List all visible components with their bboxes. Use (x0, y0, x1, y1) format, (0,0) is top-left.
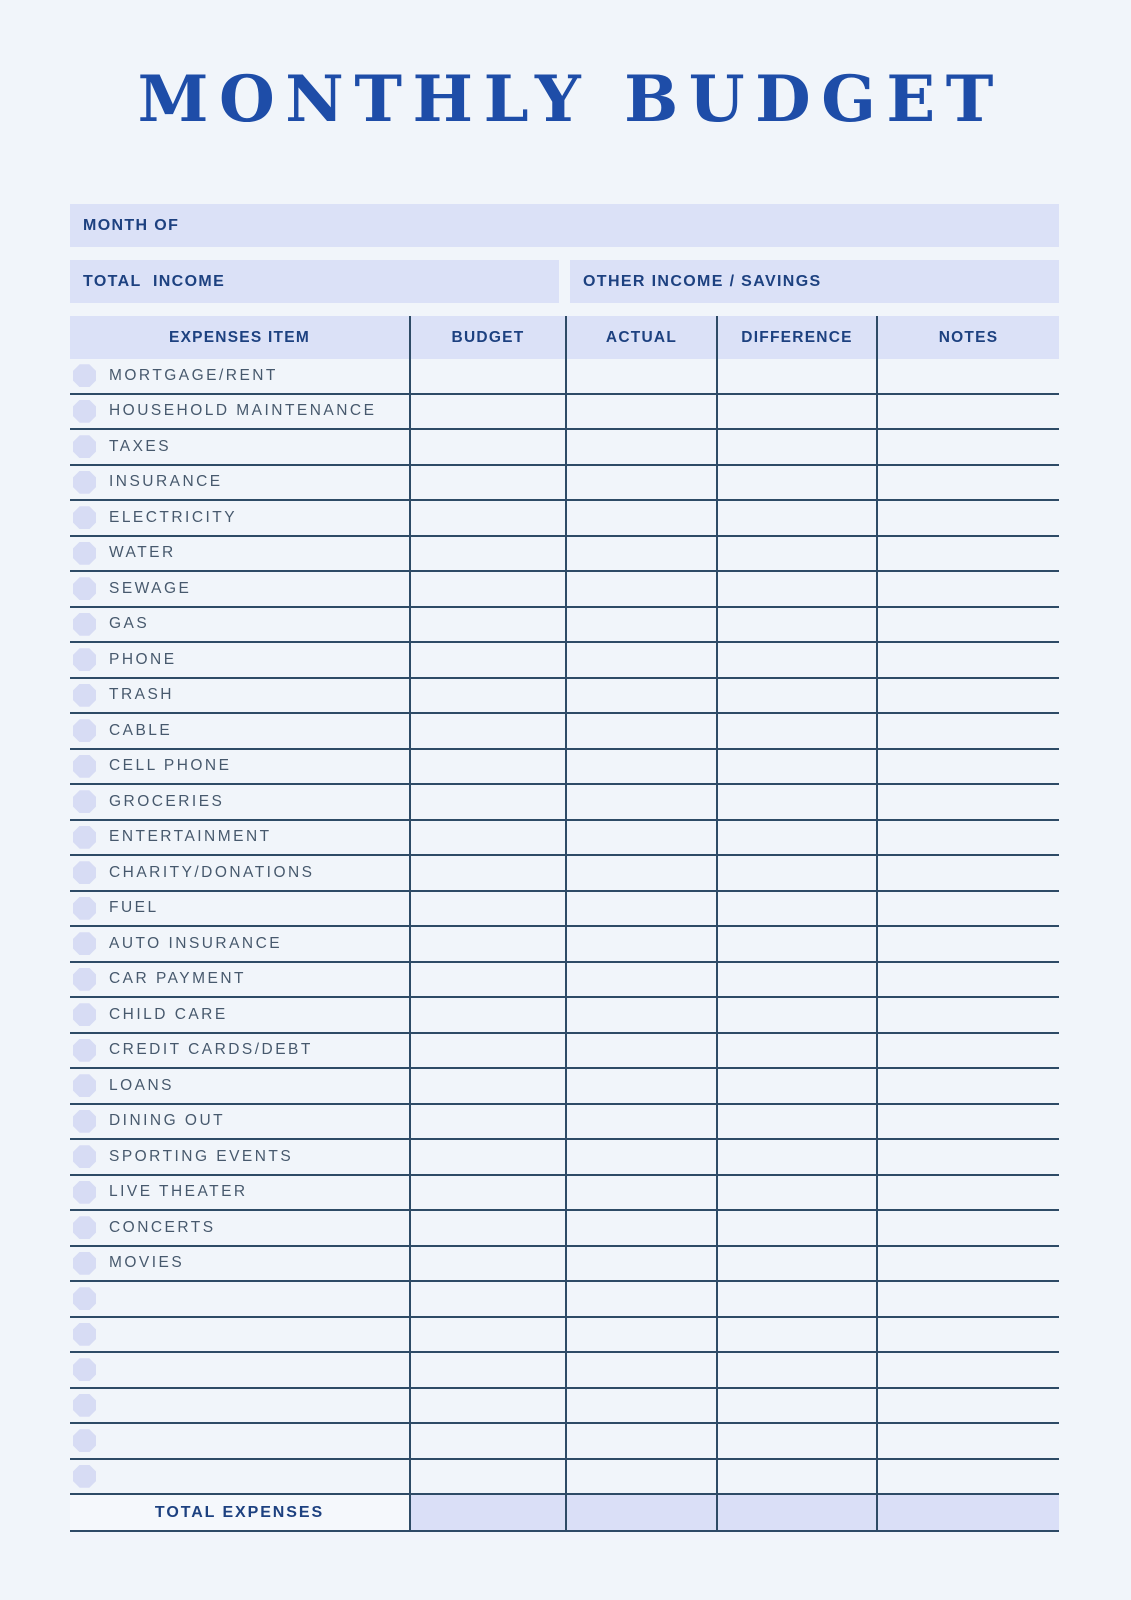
expense-item-cell[interactable] (70, 963, 409, 997)
expense-item-label: INSURANCE (109, 473, 223, 491)
expense-item-cell[interactable] (70, 679, 409, 713)
difference-cell[interactable] (716, 856, 876, 890)
actual-cell[interactable] (565, 395, 716, 429)
bullet-icon (73, 1358, 96, 1381)
table-row (70, 892, 1059, 928)
budget-cell[interactable] (409, 785, 565, 819)
actual-cell[interactable] (565, 1176, 716, 1210)
actual-cell[interactable] (565, 714, 716, 748)
bullet-icon (73, 1465, 96, 1488)
difference-cell[interactable] (716, 1069, 876, 1103)
notes-cell[interactable] (876, 537, 1059, 571)
notes-cell[interactable] (876, 1105, 1059, 1139)
notes-cell[interactable] (876, 1389, 1059, 1423)
notes-cell[interactable] (876, 1424, 1059, 1458)
budget-cell[interactable] (409, 572, 565, 606)
notes-cell[interactable] (876, 714, 1059, 748)
table-row (70, 1282, 1059, 1318)
expense-item-label: ENTERTAINMENT (109, 828, 272, 846)
table-header-row (70, 316, 1059, 359)
total-budget-cell[interactable] (409, 1495, 565, 1530)
budget-cell[interactable] (409, 1140, 565, 1174)
actual-cell[interactable] (565, 963, 716, 997)
table-row (70, 927, 1059, 963)
difference-cell[interactable] (716, 572, 876, 606)
actual-cell[interactable] (565, 1353, 716, 1387)
table-row (70, 501, 1059, 537)
expense-item-label: SEWAGE (109, 579, 192, 597)
expense-item-cell[interactable] (70, 643, 409, 677)
bullet-icon (73, 1003, 96, 1026)
actual-cell[interactable] (565, 1318, 716, 1352)
expense-item-label: CAR PAYMENT (109, 970, 246, 988)
expense-item-cell[interactable] (70, 537, 409, 571)
difference-cell[interactable] (716, 537, 876, 571)
expense-item-cell[interactable] (70, 1282, 409, 1316)
notes-cell[interactable] (876, 572, 1059, 606)
actual-cell[interactable] (565, 1247, 716, 1281)
total-expenses-label: TOTAL EXPENSES (154, 1503, 325, 1521)
expense-item-label: PHONE (109, 650, 177, 668)
budget-cell[interactable] (409, 927, 565, 961)
bullet-icon (73, 968, 96, 991)
actual-cell[interactable] (565, 359, 716, 393)
bullet-icon (73, 577, 96, 600)
total-difference-cell[interactable] (716, 1495, 876, 1530)
expense-item-cell[interactable] (70, 998, 409, 1032)
notes-cell[interactable] (876, 1176, 1059, 1210)
table-row (70, 856, 1059, 892)
budget-cell[interactable] (409, 714, 565, 748)
difference-cell[interactable] (716, 466, 876, 500)
notes-cell[interactable] (876, 927, 1059, 961)
budget-cell[interactable] (409, 1247, 565, 1281)
expense-item-label: SPORTING EVENTS (109, 1147, 294, 1165)
difference-cell[interactable] (716, 1247, 876, 1281)
expense-item-label: LIVE THEATER (109, 1183, 248, 1201)
actual-cell[interactable] (565, 1034, 716, 1068)
difference-cell[interactable] (716, 1140, 876, 1174)
bullet-icon (73, 826, 96, 849)
budget-cell[interactable] (409, 1460, 565, 1494)
notes-cell[interactable] (876, 1247, 1059, 1281)
bullet-icon (73, 435, 96, 458)
expense-item-cell[interactable] (70, 892, 409, 926)
bullet-icon (73, 932, 96, 955)
table-row (70, 537, 1059, 573)
notes-cell[interactable] (876, 892, 1059, 926)
bullet-icon (73, 1394, 96, 1417)
difference-cell[interactable] (716, 714, 876, 748)
budget-cell[interactable] (409, 1424, 565, 1458)
expense-item-cell[interactable] (70, 750, 409, 784)
difference-cell[interactable] (716, 1176, 876, 1210)
difference-cell[interactable] (716, 430, 876, 464)
expense-item-label: HOUSEHOLD MAINTENANCE (109, 402, 377, 420)
actual-cell[interactable] (565, 1460, 716, 1494)
actual-cell[interactable] (565, 821, 716, 855)
expense-item-label: FUEL (109, 899, 159, 917)
expense-item-cell[interactable] (70, 359, 409, 393)
table-body (70, 359, 1059, 1495)
bullet-icon (73, 1216, 96, 1239)
difference-cell[interactable] (716, 1211, 876, 1245)
budget-cell[interactable] (409, 1069, 565, 1103)
budget-cell[interactable] (409, 608, 565, 642)
notes-cell[interactable] (876, 1282, 1059, 1316)
actual-cell[interactable] (565, 1389, 716, 1423)
notes-cell[interactable] (876, 785, 1059, 819)
expense-item-cell[interactable] (70, 1389, 409, 1423)
budget-cell[interactable] (409, 395, 565, 429)
month-of-field[interactable] (70, 204, 1059, 247)
expenses-table (70, 316, 1059, 1532)
expense-item-cell[interactable] (70, 572, 409, 606)
budget-cell[interactable] (409, 856, 565, 890)
difference-cell[interactable] (716, 892, 876, 926)
bullet-icon (73, 1039, 96, 1062)
expense-item-cell[interactable] (70, 1353, 409, 1387)
difference-cell[interactable] (716, 395, 876, 429)
actual-cell[interactable] (565, 750, 716, 784)
actual-cell[interactable] (565, 785, 716, 819)
expense-item-cell[interactable] (70, 1034, 409, 1068)
table-row (70, 1353, 1059, 1389)
notes-cell[interactable] (876, 395, 1059, 429)
header-difference: DIFFERENCE (716, 316, 876, 359)
table-row (70, 608, 1059, 644)
bullet-icon (73, 1287, 96, 1310)
total-income-field[interactable] (70, 260, 559, 303)
expense-item-cell[interactable] (70, 1318, 409, 1352)
actual-cell[interactable] (565, 1140, 716, 1174)
expense-item-label: CABLE (109, 721, 173, 739)
budget-cell[interactable] (409, 1105, 565, 1139)
difference-cell[interactable] (716, 1034, 876, 1068)
expense-item-label: GAS (109, 615, 150, 633)
table-row (70, 643, 1059, 679)
bullet-icon (73, 755, 96, 778)
difference-cell[interactable] (716, 1353, 876, 1387)
difference-cell[interactable] (716, 785, 876, 819)
table-row (70, 1318, 1059, 1354)
expense-item-label: GROCERIES (109, 792, 225, 810)
difference-cell[interactable] (716, 998, 876, 1032)
expense-item-label: DINING OUT (109, 1112, 226, 1130)
expense-item-cell[interactable] (70, 466, 409, 500)
budget-cell[interactable] (409, 821, 565, 855)
expense-item-cell[interactable] (70, 501, 409, 535)
table-row (70, 963, 1059, 999)
budget-cell[interactable] (409, 1353, 565, 1387)
expense-item-cell[interactable] (70, 1069, 409, 1103)
difference-cell[interactable] (716, 821, 876, 855)
actual-cell[interactable] (565, 679, 716, 713)
notes-cell[interactable] (876, 821, 1059, 855)
bullet-icon (73, 542, 96, 565)
budget-cell[interactable] (409, 679, 565, 713)
expense-item-cell[interactable] (70, 1140, 409, 1174)
notes-cell[interactable] (876, 430, 1059, 464)
bullet-icon (73, 1252, 96, 1275)
expense-item-label: TAXES (109, 437, 172, 455)
notes-cell[interactable] (876, 998, 1059, 1032)
expense-item-label: LOANS (109, 1076, 174, 1094)
actual-cell[interactable] (565, 1282, 716, 1316)
notes-cell[interactable] (876, 750, 1059, 784)
actual-cell[interactable] (565, 430, 716, 464)
bullet-icon (73, 648, 96, 671)
budget-cell[interactable] (409, 998, 565, 1032)
budget-cell[interactable] (409, 892, 565, 926)
notes-cell[interactable] (876, 1460, 1059, 1494)
budget-cell[interactable] (409, 643, 565, 677)
bullet-icon (73, 1323, 96, 1346)
expense-item-cell[interactable] (70, 1247, 409, 1281)
bullet-icon (73, 613, 96, 636)
total-actual-cell[interactable] (565, 1495, 716, 1530)
actual-cell[interactable] (565, 572, 716, 606)
expense-item-cell[interactable] (70, 1105, 409, 1139)
notes-cell[interactable] (876, 1353, 1059, 1387)
budget-cell[interactable] (409, 750, 565, 784)
table-row (70, 572, 1059, 608)
expense-item-cell[interactable] (70, 927, 409, 961)
difference-cell[interactable] (716, 1282, 876, 1316)
header-actual: ACTUAL (565, 316, 716, 359)
table-row (70, 998, 1059, 1034)
notes-cell[interactable] (876, 1211, 1059, 1245)
table-row (70, 1424, 1059, 1460)
actual-cell[interactable] (565, 643, 716, 677)
budget-cell[interactable] (409, 537, 565, 571)
month-of-label: MONTH OF (83, 216, 180, 234)
notes-cell[interactable] (876, 608, 1059, 642)
table-row (70, 1176, 1059, 1212)
bullet-icon (73, 471, 96, 494)
actual-cell[interactable] (565, 537, 716, 571)
expense-item-label: CONCERTS (109, 1218, 216, 1236)
other-income-savings-field[interactable] (570, 260, 1059, 303)
table-row (70, 750, 1059, 786)
difference-cell[interactable] (716, 501, 876, 535)
budget-cell[interactable] (409, 1034, 565, 1068)
expense-item-cell[interactable] (70, 821, 409, 855)
expense-item-cell[interactable] (70, 714, 409, 748)
table-row (70, 1069, 1059, 1105)
budget-cell[interactable] (409, 963, 565, 997)
table-row (70, 1247, 1059, 1283)
table-row (70, 821, 1059, 857)
expense-item-cell[interactable] (70, 430, 409, 464)
bullet-icon (73, 897, 96, 920)
bullet-icon (73, 1074, 96, 1097)
expense-item-label: CELL PHONE (109, 757, 232, 775)
notes-cell[interactable] (876, 963, 1059, 997)
expense-item-cell[interactable] (70, 1176, 409, 1210)
budget-cell[interactable] (409, 466, 565, 500)
notes-cell[interactable] (876, 466, 1059, 500)
bullet-icon (73, 1145, 96, 1168)
budget-cell[interactable] (409, 1282, 565, 1316)
budget-cell[interactable] (409, 1211, 565, 1245)
difference-cell[interactable] (716, 1460, 876, 1494)
table-row (70, 1211, 1059, 1247)
expense-item-cell[interactable] (70, 608, 409, 642)
notes-cell[interactable] (876, 679, 1059, 713)
notes-cell[interactable] (876, 359, 1059, 393)
difference-cell[interactable] (716, 1424, 876, 1458)
difference-cell[interactable] (716, 608, 876, 642)
table-row (70, 466, 1059, 502)
bullet-icon (73, 1110, 96, 1133)
budget-cell[interactable] (409, 1176, 565, 1210)
difference-cell[interactable] (716, 359, 876, 393)
table-row (70, 430, 1059, 466)
actual-cell[interactable] (565, 998, 716, 1032)
budget-cell[interactable] (409, 1389, 565, 1423)
other-income-savings-label: OTHER INCOME / SAVINGS (583, 272, 822, 290)
difference-cell[interactable] (716, 750, 876, 784)
expense-item-cell[interactable] (70, 1460, 409, 1494)
table-row (70, 1460, 1059, 1496)
bullet-icon (73, 1181, 96, 1204)
expense-item-label: MORTGAGE/RENT (109, 366, 278, 384)
bullet-icon (73, 400, 96, 423)
expense-item-label: CHARITY/DONATIONS (109, 863, 315, 881)
notes-cell[interactable] (876, 1140, 1059, 1174)
actual-cell[interactable] (565, 1069, 716, 1103)
difference-cell[interactable] (716, 963, 876, 997)
header-budget: BUDGET (409, 316, 565, 359)
page-title: MONTHLY BUDGET (137, 62, 1004, 137)
expense-item-label: MOVIES (109, 1254, 185, 1272)
actual-cell[interactable] (565, 1105, 716, 1139)
table-row (70, 1389, 1059, 1425)
difference-cell[interactable] (716, 643, 876, 677)
table-row (70, 679, 1059, 715)
table-row (70, 359, 1059, 395)
notes-cell[interactable] (876, 643, 1059, 677)
expense-item-cell[interactable] (70, 395, 409, 429)
expense-item-label: WATER (109, 544, 176, 562)
notes-cell[interactable] (876, 856, 1059, 890)
total-income-label: TOTAL INCOME (83, 272, 226, 290)
bullet-icon (73, 364, 96, 387)
actual-cell[interactable] (565, 856, 716, 890)
total-expenses-row (70, 1495, 1059, 1532)
table-row (70, 395, 1059, 431)
table-row (70, 1034, 1059, 1070)
expense-item-label: ELECTRICITY (109, 508, 238, 526)
expense-item-label: AUTO INSURANCE (109, 934, 283, 952)
expense-item-cell[interactable] (70, 856, 409, 890)
expense-item-label: CREDIT CARDS/DEBT (109, 1041, 313, 1059)
notes-cell[interactable] (876, 1034, 1059, 1068)
actual-cell[interactable] (565, 927, 716, 961)
notes-cell[interactable] (876, 501, 1059, 535)
actual-cell[interactable] (565, 892, 716, 926)
actual-cell[interactable] (565, 501, 716, 535)
actual-cell[interactable] (565, 1424, 716, 1458)
bullet-icon (73, 684, 96, 707)
header-notes: NOTES (876, 316, 1059, 359)
total-expenses-label-cell (70, 1495, 409, 1530)
difference-cell[interactable] (716, 679, 876, 713)
table-row (70, 1140, 1059, 1176)
expense-item-label: TRASH (109, 686, 174, 704)
table-row (70, 785, 1059, 821)
budget-cell[interactable] (409, 430, 565, 464)
bullet-icon (73, 1429, 96, 1452)
actual-cell[interactable] (565, 608, 716, 642)
expense-item-label: CHILD CARE (109, 1005, 228, 1023)
notes-cell[interactable] (876, 1069, 1059, 1103)
expense-item-cell[interactable] (70, 1424, 409, 1458)
budget-cell[interactable] (409, 501, 565, 535)
total-notes-cell[interactable] (876, 1495, 1059, 1530)
actual-cell[interactable] (565, 466, 716, 500)
bullet-icon (73, 506, 96, 529)
difference-cell[interactable] (716, 1389, 876, 1423)
actual-cell[interactable] (565, 1211, 716, 1245)
difference-cell[interactable] (716, 1105, 876, 1139)
table-row (70, 714, 1059, 750)
notes-cell[interactable] (876, 1318, 1059, 1352)
bullet-icon (73, 719, 96, 742)
budget-cell[interactable] (409, 359, 565, 393)
difference-cell[interactable] (716, 1318, 876, 1352)
bullet-icon (73, 790, 96, 813)
table-row (70, 1105, 1059, 1141)
bullet-icon (73, 861, 96, 884)
budget-cell[interactable] (409, 1318, 565, 1352)
expense-item-cell[interactable] (70, 785, 409, 819)
difference-cell[interactable] (716, 927, 876, 961)
header-expenses-item: EXPENSES ITEM (168, 328, 310, 346)
expense-item-cell[interactable] (70, 1211, 409, 1245)
